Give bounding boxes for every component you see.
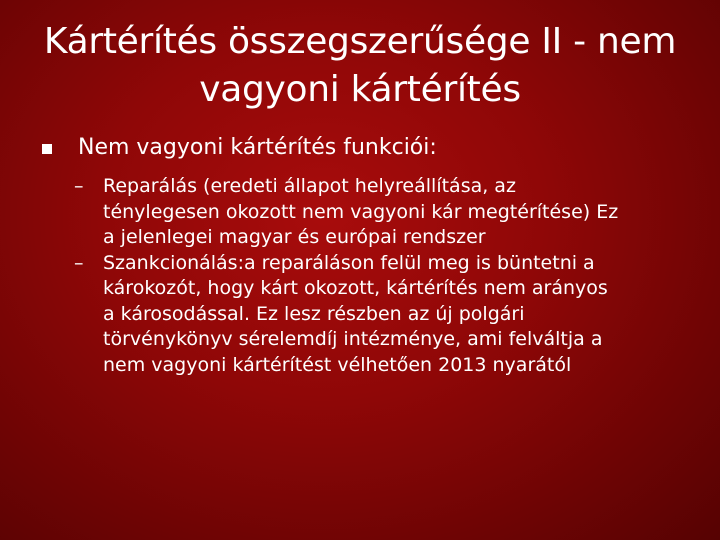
- sub-bullet-line: törvénykönyv sérelemdíj intézménye, ami felváltja a: [103, 328, 603, 350]
- sub-bullet-line: Szankcionálás:a reparáláson felül meg is büntetni a: [103, 251, 595, 274]
- sub-bullet-szankcionalas: [74, 251, 694, 379]
- sub-bullet-line: a jelenlegei magyar és európai rendszer: [103, 226, 486, 248]
- sub-bullet-line: károkozót, hogy kárt okozott, kártérítés nem arányos: [103, 277, 608, 299]
- sub-bullet-line: nem vagyoni kártérítést vélhetően 2013 nyarától: [103, 353, 572, 376]
- dash-bullet-icon: –: [74, 175, 84, 197]
- sub-bullet-line: Reparálás (eredeti állapot helyreállítása, az: [103, 175, 516, 197]
- sub-bullet-list: [74, 174, 694, 378]
- sub-bullet-line: a károsodással. Ez lesz részben az új polgári: [103, 302, 525, 325]
- sub-bullet-reparalas: [74, 174, 694, 251]
- square-bullet-icon: [42, 144, 52, 154]
- main-bullet: [42, 134, 692, 162]
- slide-title: [20, 18, 700, 114]
- title-line: Kártérítés összegszerűsége II - nem: [43, 21, 677, 62]
- sub-bullet-line: ténylegesen okozott nem vagyoni kár megtérítése) Ez: [103, 200, 619, 223]
- dash-bullet-icon: –: [74, 251, 84, 274]
- main-bullet-text: Nem vagyoni kártérítés funkciói:: [78, 135, 437, 160]
- title-line: vagyoni kártérítés: [199, 69, 521, 110]
